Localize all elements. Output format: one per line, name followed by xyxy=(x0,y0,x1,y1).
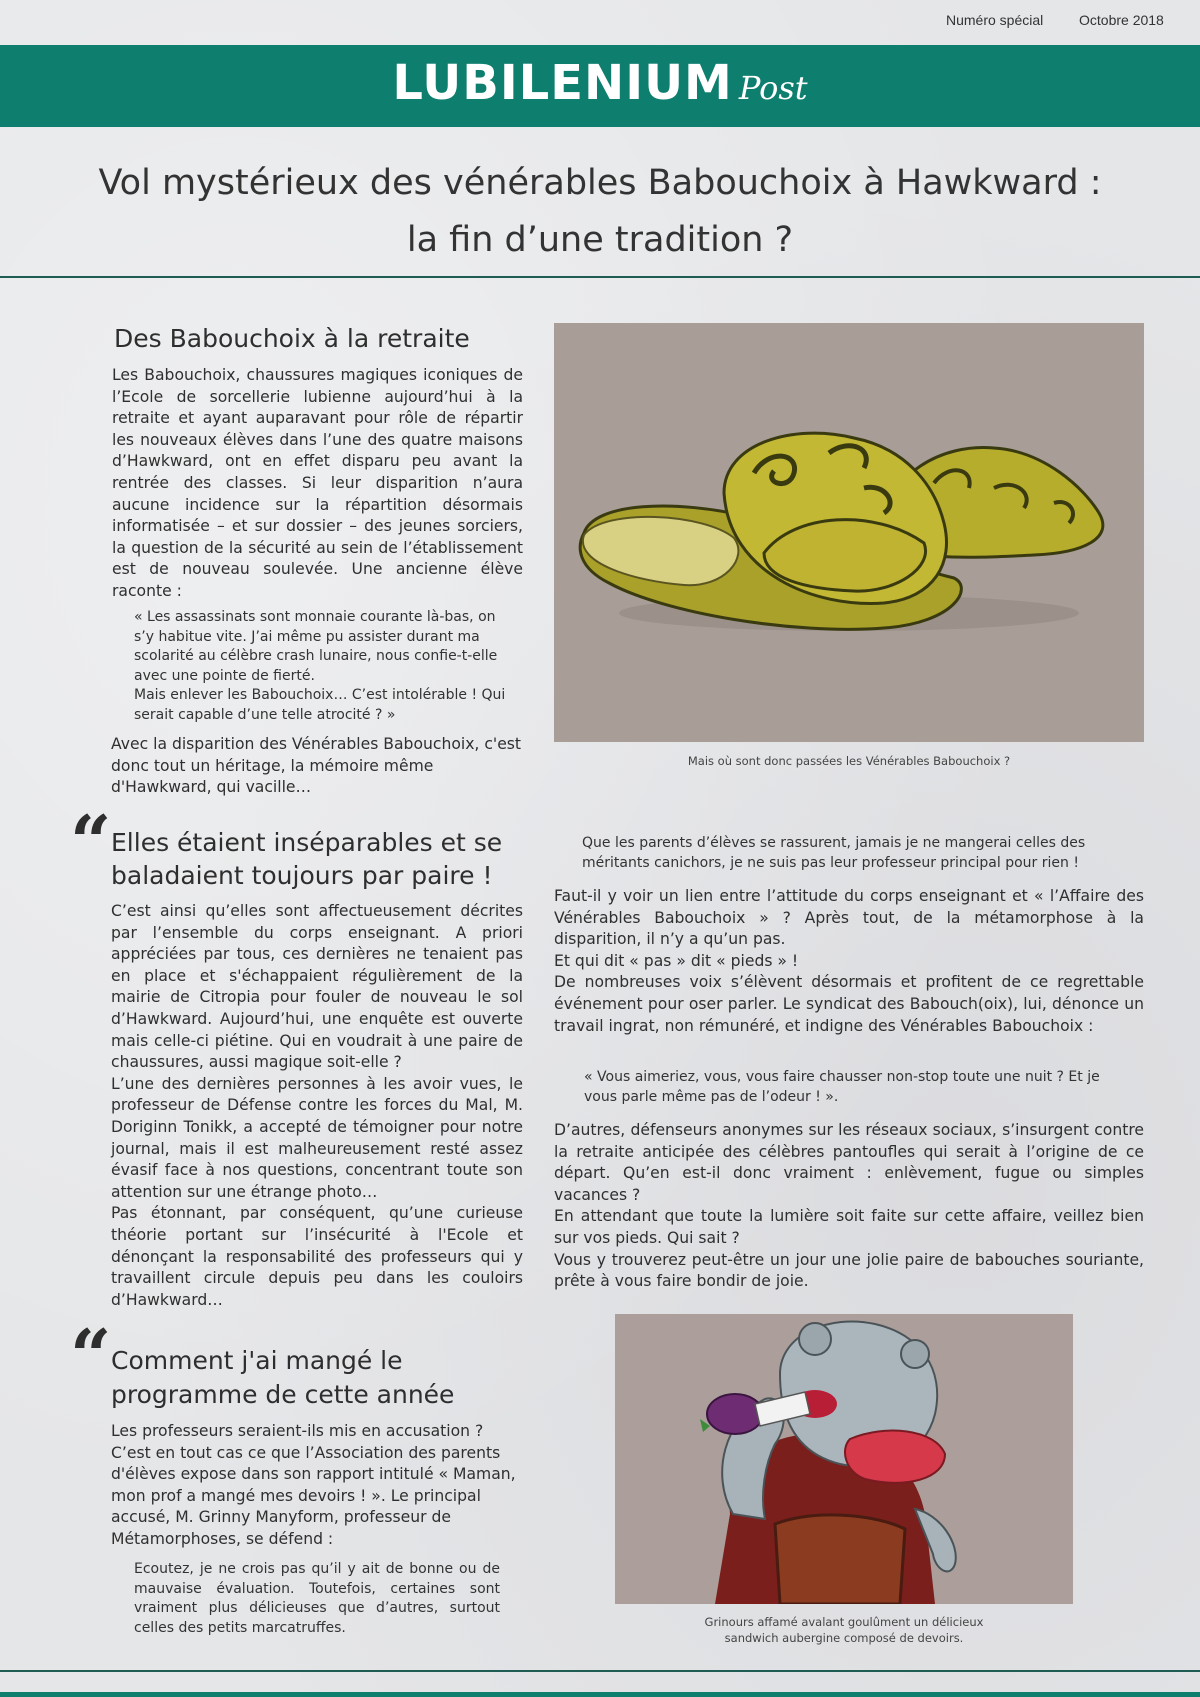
right-p3b: En attendant que toute la lumière soit faite sur cette affaire, veillez bien sur vos pieds. Qui sait ? xyxy=(554,1207,1144,1247)
section2-p3: Pas étonnant, par conséquent, qu’une curieuse théorie portant sur l’insécurité à l'Ecole et dénonçant la responsabilité des professeurs qui y travaillent circule depuis peu dans les couloirs d’Hawkward… xyxy=(111,1204,523,1309)
section1-body: Les Babouchoix, chaussures magiques iconiques de l’Ecole de sorcellerie lubienne aujourd’hui à la retraite et ayant auparavant pour rôle de répartir les nouveaux élèves dans l’une des quatre maisons d’Hawkward, ont en effet disparu peu avant la rentrée des classes. Si leur disparition n’aura aucune incidence sur la répartition désormais informatisée – et sur dossier – des jeunes sorciers, la question de la sécurité au sein de l’établissement est de nouveau soulevée. Une ancienne élève raconte : xyxy=(112,366,523,600)
footer-divider xyxy=(0,1670,1200,1672)
section2-p2: L’une des dernières personnes à les avoir vues, le professeur de Défense contre les forces du Mal, M. Doriginn Tonikk, a accepté de témoigner pour notre journal, mais il est malheureusement resté assez évasif face à nos questions, concentrant toute son attention sur une étrange photo… xyxy=(111,1074,523,1201)
right-p2b: De nombreuses voix s’élèvent désormais et profitent de ce regrettable événement pour oser parler. Le syndicat des Babouch(oix), lui, dénonce un travail ingrat, non rémunéré, et indigne des Vénérables Babouchoix : xyxy=(554,973,1144,1035)
grinours-illustration xyxy=(615,1314,1073,1604)
section2-body xyxy=(111,901,523,1311)
right-body-1 xyxy=(554,886,1144,1037)
title-line-1: Comment j'ai mangé le xyxy=(111,1346,403,1375)
section-title-programme xyxy=(111,1344,454,1412)
section-title-retraite: Des Babouchoix à la retraite xyxy=(114,324,470,353)
page-headline xyxy=(60,155,1140,269)
top-bar xyxy=(0,12,1200,32)
title-line-1: Elles étaient inséparables et se xyxy=(111,828,503,857)
right-p3c: Vous y trouverez peut-être un jour une jolie paire de babouches souriante, prête à vous faire bondir de joie. xyxy=(554,1250,1144,1291)
quote-mark-icon-2: “ xyxy=(70,1313,112,1398)
logo-sub: Post xyxy=(738,69,808,107)
newspaper-logo xyxy=(0,55,1200,111)
section3-quote: Ecoutez, je ne crois pas qu’il y ait de bonne ou de mauvaise évaluation. Toutefois, certaines sont vraiment plus délicieuses que d’autres, surtout celles des petits marcatruffes. xyxy=(134,1561,500,1636)
quote-part-1: « Les assassinats sont monnaie courante là-bas, on s’y habitue vite. J’ai même pu assister durant ma scolarité au célèbre crash lunaire, nous confie-t-elle avec une pointe de fierté. xyxy=(134,609,498,684)
section1-closing: Avec la disparition des Vénérables Babouchoix, c'est donc tout un héritage, la mémoire même d'Hawkward, qui vacille… xyxy=(111,735,522,797)
title-line-2: programme de cette année xyxy=(111,1380,455,1409)
figure1-caption: Mais où sont donc passées les Vénérables Babouchoix ? xyxy=(687,754,1011,768)
headline-divider xyxy=(0,276,1200,278)
right-p1: Faut-il y voir un lien entre l’attitude du corps enseignant et « l’Affaire des Vénérables Babouchoix » ? Après tout, de la métamorphose à la disparition, il n’y a qu’un pas. xyxy=(554,887,1144,949)
section1-quote xyxy=(134,608,514,725)
right-body-2 xyxy=(554,1120,1144,1293)
section-title-inseparables xyxy=(111,826,502,892)
footer-band xyxy=(0,1692,1200,1697)
headline-line-1: Vol mystérieux des vénérables Babouchoix à Hawkward : xyxy=(98,163,1102,203)
caption-line-2: sandwich aubergine composé de devoirs. xyxy=(724,1631,964,1645)
issue-label: Numéro spécial xyxy=(946,12,1044,28)
figure2-caption xyxy=(615,1614,1073,1646)
title-line-2: baladaient toujours par paire ! xyxy=(111,861,493,890)
syndicate-quote: « Vous aimeriez, vous, vous faire chausser non-stop toute une nuit ? Et je vous parle même pas de l’odeur ! ». xyxy=(584,1069,1100,1105)
headline-line-2: la fin d’une tradition ? xyxy=(406,220,794,260)
right-p2a: Et qui dit « pas » dit « pieds » ! xyxy=(554,951,799,970)
teacher-quote: Que les parents d’élèves se rassurent, jamais je ne mangerai celles des méritants canichors, je ne suis pas leur professeur principal pour rien ! xyxy=(582,835,1086,871)
caption-line-1: Grinours affamé avalant goulûment un délicieux xyxy=(704,1615,984,1629)
quote-part-2: Mais enlever les Babouchoix… C’est intolérable ! Qui serait capable d’une telle atrocité ? » xyxy=(134,687,506,723)
right-p3a: D’autres, défenseurs anonymes sur les réseaux sociaux, s’insurgent contre la retraite anticipée des célèbres pantoufles qui serait à l’origine de ce départ. Qu’en est-il donc vraiment : enlèvement, fugue ou simples vacances ? xyxy=(554,1121,1144,1204)
masthead xyxy=(0,45,1200,127)
issue-date: Octobre 2018 xyxy=(1079,12,1164,28)
section2-p1: C’est ainsi qu’elles sont affectueusement décrites par l’ensemble du corps enseignant. A priori appréciées par tous, ces dernières ne tenaient pas en place et s'échappaient régulièrement de la mairie de Citropia pour fouler de nouveau le sol d’Hawkward. Aujourd’hui, une enquête est ouverte mais celle-ci piétine. Qui en voudrait à une paire de chaussures, aussi magique soit-elle ? xyxy=(111,902,523,1072)
quote-mark-icon: “ xyxy=(70,799,112,884)
babouchoix-illustration xyxy=(554,323,1144,742)
section3-body: Les professeurs seraient-ils mis en accusation ? C’est en tout cas ce que l’Association des parents d'élèves expose dans son rapport intitulé « Maman, mon prof a mangé mes devoirs ! ». Le principal accusé, M. Grinny Manyform, professeur de Métamorphoses, se défend : xyxy=(111,1422,516,1548)
logo-main: LUBILENIUM xyxy=(392,55,733,111)
